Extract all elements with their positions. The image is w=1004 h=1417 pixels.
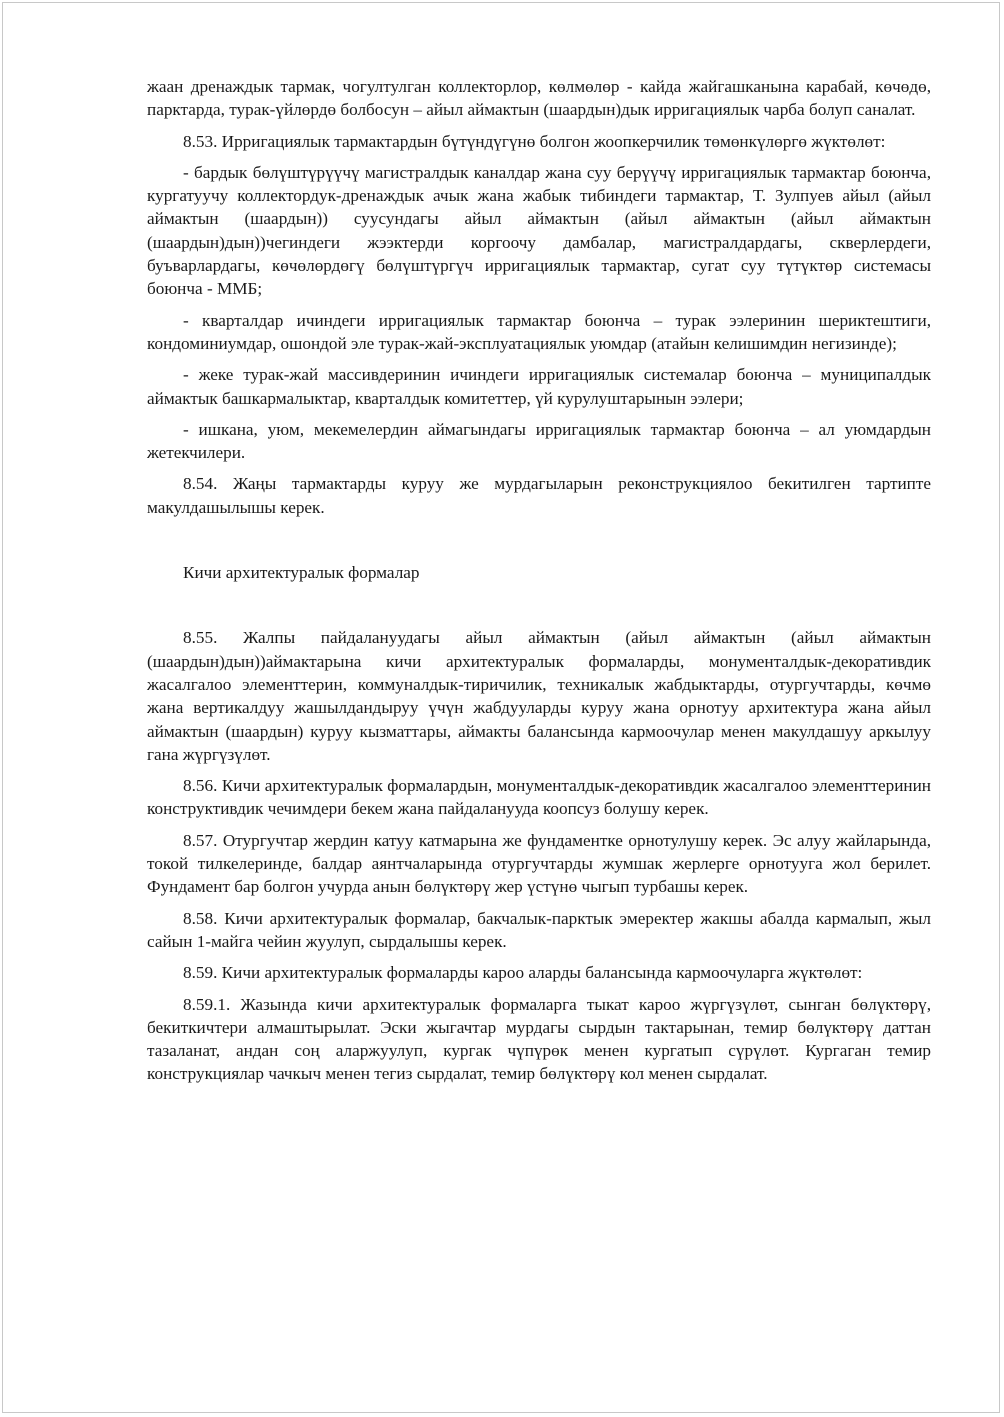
paragraph-8-54: 8.54. Жаңы тармактарды куруу же мурдагыларын реконструкциялоо бекитилген тартипте макулдашылышы керек. <box>147 474 931 517</box>
paragraph-8-58: 8.58. Кичи архитектуралык формалар, бакчалык-парктык эмеректер жакшы абалда кармалып, жыл сайын 1-майга чейин жуулуп, сырдалышы керек. <box>147 908 931 951</box>
document-page <box>2 2 1000 1413</box>
document-body <box>147 75 931 1094</box>
list-item-private-housing: - жеке турак-жай массивдеринин ичиндеги ирригациялык системалар боюнча – муниципалдык аймактык башкармалыктар, кварталдык комитеттер, үй курулуштарынын ээлери; <box>147 365 931 408</box>
list-item-mmb: - бардык бөлүштүрүүчү магистралдык каналдар жана суу берүүчү ирригациялык тармактар боюнча, кургатуучу коллектордук-дренаждык ачык жана жабык тибиндеги тармактар, Т. Зулпуев айыл (айыл аймактын (шаардын)) суусундагы айыл аймактын (айыл аймактын (айыл аймактын (шаардын)дын))чегиндеги жээктерди коргоочу дамбалар, магистралдардагы, скверлердеги, буъварлардагы, көчөлөрдөгү бөлүштүргүч ирригациялык тармактар, сугат суу түтүктөр системасы боюнча - ММБ; <box>147 162 931 299</box>
list-item-kvartal: - кварталдар ичиндеги ирригациялык тармактар боюнча – турак ээлеринин шериктештиги, кондоминиумдар, ошондой эле турак-жай-эксплуатациялык уюмдар (атайын келишимдин негизинде); <box>147 310 931 353</box>
paragraph-8-55: 8.55. Жалпы пайдалануудагы айыл аймактын (айыл аймактын (айыл аймактын (шаардын)дын))аймактарына кичи архитектуралык формаларды, монументалдык-декоративдик жасалгалоо элементтерин, коммуналдык-тиричилик, техникалык жабдыктарды, отургучтарды, көчмө жана вертикалдуу жашылдандыруу үчүн жабдууларды куруу жана орнотуу архитектура жана айыл аймактын (шаардын) куруу кызматтары, аймакты балансында кармоочулар менен макулдашуу аркылуу гана жүргүзүлөт. <box>147 628 931 764</box>
paragraph-8-57: 8.57. Отургучтар жердин катуу катмарына же фундаментке орнотулушу керек. Эс алуу жайларында, токой тилкелеринде, балдар аянтчаларында отургучтарды жумшак жерлерге орнотууга жол берилет. Фундамент бар болгон учурда анын бөлүктөрү жер үстүнө чыгып турбашы керек. <box>147 830 931 897</box>
paragraph-8-59: 8.59. Кичи архитектуралык формаларды кароо аларды балансында кармоочуларга жүктөлөт: <box>183 963 863 983</box>
section-heading: Кичи архитектуралык формалар <box>183 563 420 583</box>
paragraph-continuation: жаан дренаждык тармак, чогултулган коллекторлор, көлмөлөр - кайда жайгашканына карабай, көчөдө, парктарда, турак-үйлөрдө болбосун – айыл аймактын (шаардын)дык ирригациялык чарба болуп саналат. <box>147 77 931 120</box>
paragraph-8-59-1: 8.59.1. Жазында кичи архитектуралык формаларга тыкат кароо жүргүзүлөт, сынган бөлүктөрү, бекиткичтери алмаштырылат. Эски жыгачтар мурдагы сырдын тактарынан, темир бөлүктөрү даттан тазаланат, андан соң аларжуулуп, кургак чүпүрөк менен кургатып сүрүлөт. Кургаган темир конструкциялар чачкыч менен тегиз сырдалат, темир бөлүктөрү кол менен сырдалат. <box>147 994 931 1084</box>
list-item-enterprises: - ишкана, уюм, мекемелердин аймагындагы ирригациялык тармактар боюнча – ал уюмдардын жетекчилери. <box>147 419 931 463</box>
paragraph-8-56: 8.56. Кичи архитектуралык формалардын, монументалдык-декоративдик жасалгалоо элементтеринин конструктивдик чечимдери бекем жана пайдаланууда коопсуз болушу керек. <box>147 776 931 819</box>
paragraph-8-53: 8.53. Ирригациялык тармактардын бүтүндүгүнө болгон жоопкерчилик төмөнкүлөргө жүктөлөт: <box>183 131 886 151</box>
